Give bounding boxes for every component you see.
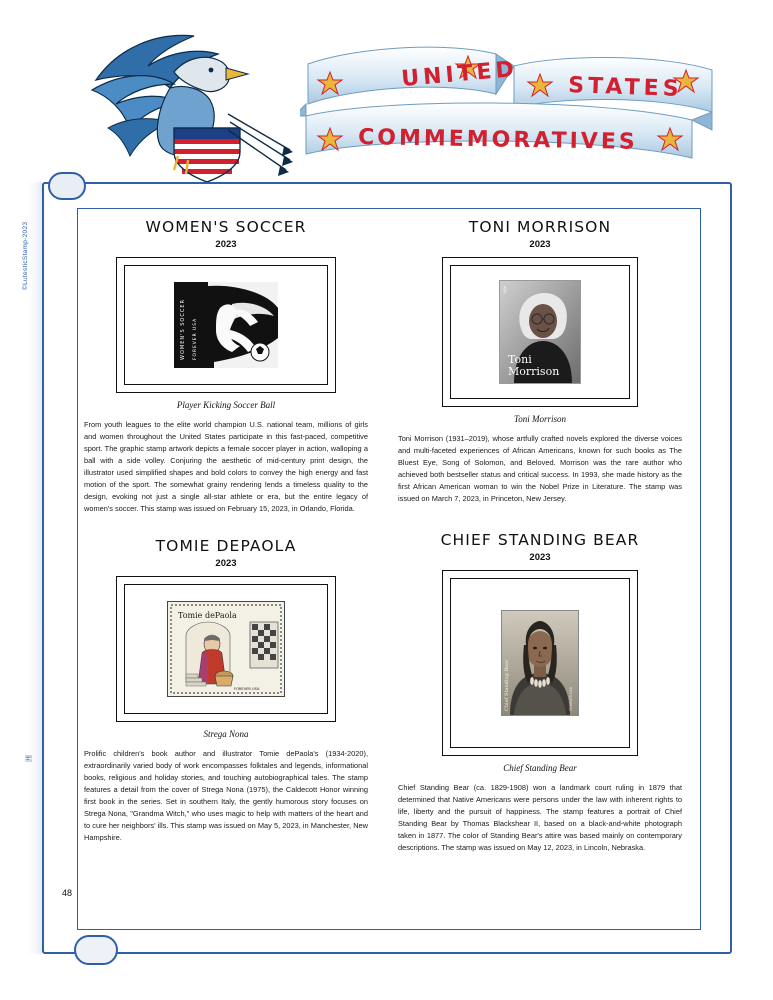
entries-grid bbox=[76, 218, 696, 918]
entry-title: TONI MORRISON bbox=[468, 218, 612, 236]
column-left bbox=[80, 218, 372, 848]
stamp-toni-morrison bbox=[499, 280, 581, 384]
page-spine bbox=[28, 182, 42, 954]
entry-year: 2023 bbox=[529, 239, 551, 250]
side-mark: 囲 bbox=[26, 755, 33, 762]
entry-title: CHIEF STANDING BEAR bbox=[440, 530, 640, 549]
eagle-shield-arrows-icon bbox=[78, 18, 293, 188]
entry-description: Prolific children's book author and illustrator Tomie dePaola's (1934-2020), extraordinarily varied body of work encompasses folktales and legends, informational books, religious and holiday stories, and touching autobiographical tales. The stamp features a detail from the cover of Strega Nona (1975), the Caldecott Honor winning first book in the series. Set in southern Italy, the gently humorous story focuses on Strega Nona, "Grandma Witch," who uses magic to help with matters of the heart and to cure her neighbors' ills. This stamp was issued on May 5, 2023, in Manchester, New Hampshire. bbox=[84, 748, 368, 842]
svg-text:Chief Standing Bear: Chief Standing Bear bbox=[504, 659, 510, 711]
stamp-chief-standing-bear bbox=[501, 610, 579, 716]
entry-year: 2023 bbox=[215, 239, 237, 250]
entry-description: Chief Standing Bear (ca. 1829-1908) won a landmark court ruling in 1879 that determined that Native Americans were persons under the law with inherent rights to life, liberty and the pursuit of happiness. The stamp features a portrait of Chief Standing Bear by Thomas Blackshear II, based on a black-and-white photograph taken in 1877. The color of Standing Bear's attire was based mainly on contemporary descriptions. The stamp was issued on May 12, 2023, in Lincoln, Nebraska. bbox=[398, 782, 682, 852]
svg-text:FOREVER USA: FOREVER USA bbox=[569, 686, 573, 711]
svg-text:FOREVER USA: FOREVER USA bbox=[234, 686, 260, 691]
banner-word-states: STATES bbox=[567, 73, 683, 102]
svg-text:Tomie dePaola: Tomie dePaola bbox=[178, 610, 237, 620]
entry-description: Toni Morrison (1931–2019), whose artfully crafted novels explored the diverse voices and multi-faceted experiences of African Americans, known for such books as The Bluest Eye, Song of Solomon, and Beloved. Morrison was the rare author who achieved both bestseller status and critical success. In 1993, she made history as the first African American woman to win the Nobel Prize in Literature. The stamp was issued on March 7, 2023, in Princeton, New Jersey. bbox=[398, 434, 682, 503]
stamp-mount bbox=[442, 257, 638, 407]
stamp-mount bbox=[116, 576, 336, 722]
stamp-mount bbox=[442, 570, 638, 756]
album-corner-tab-bottom bbox=[74, 935, 118, 965]
stamp-mount bbox=[116, 257, 336, 393]
banner-word-united: UNITED bbox=[400, 56, 519, 92]
copyright-credit: ©LutesticStamp-2023 bbox=[22, 221, 29, 290]
banner-word-commemoratives: COMMEMORATIVES bbox=[357, 125, 638, 155]
stamp-caption: Strega Nona bbox=[203, 728, 249, 739]
stamp-tomie-depaola bbox=[167, 601, 285, 697]
stamp-womens-soccer bbox=[174, 282, 278, 368]
entry-title: WOMEN'S SOCCER bbox=[145, 218, 307, 236]
album-corner-tab-top bbox=[48, 172, 86, 200]
stamp-caption: Player Kicking Soccer Ball bbox=[176, 400, 276, 410]
svg-text:FOREVER USA: FOREVER USA bbox=[193, 317, 198, 360]
stamp-caption: Chief Standing Bear bbox=[503, 762, 577, 773]
entry-year: 2023 bbox=[529, 551, 551, 563]
masthead bbox=[0, 0, 773, 190]
svg-text:WOMEN'S SOCCER: WOMEN'S SOCCER bbox=[180, 299, 186, 360]
svg-text:Morrison: Morrison bbox=[508, 365, 560, 378]
entry-chief-standing-bear bbox=[394, 531, 686, 854]
svg-text:Toni: Toni bbox=[508, 353, 532, 366]
entry-tomie-depaola bbox=[80, 537, 372, 844]
entry-year: 2023 bbox=[215, 557, 237, 569]
entry-womens-soccer bbox=[80, 218, 372, 515]
stamp-caption: Toni Morrison bbox=[514, 414, 566, 424]
column-right bbox=[394, 218, 686, 858]
svg-text:USA: USA bbox=[503, 285, 507, 293]
commemoratives-banner bbox=[300, 20, 720, 160]
entry-toni-morrison bbox=[394, 218, 686, 505]
entry-description: From youth leagues to the elite world champion U.S. national team, millions of girls and women throughout the United States participate in this fast-paced, competitive sport. The graphic stamp artwork depicts a female soccer player in action, walloping a ball with a side volley. Conjuring the aesthetic of mid-century print design, the illustrator used simplified shapes and bold colors to convey the high energy and fast motion of the sport. The somewhat grainy rendering lends a timeless quality to the design, evoking not just a single all-star athlete or era, but the entire legacy of women's soccer. This stamp was issued on February 15, 2023, in Orlando, Florida. bbox=[84, 420, 368, 513]
entry-title: TOMIE DEPAOLA bbox=[155, 536, 297, 555]
page-number: 48 bbox=[62, 888, 73, 898]
